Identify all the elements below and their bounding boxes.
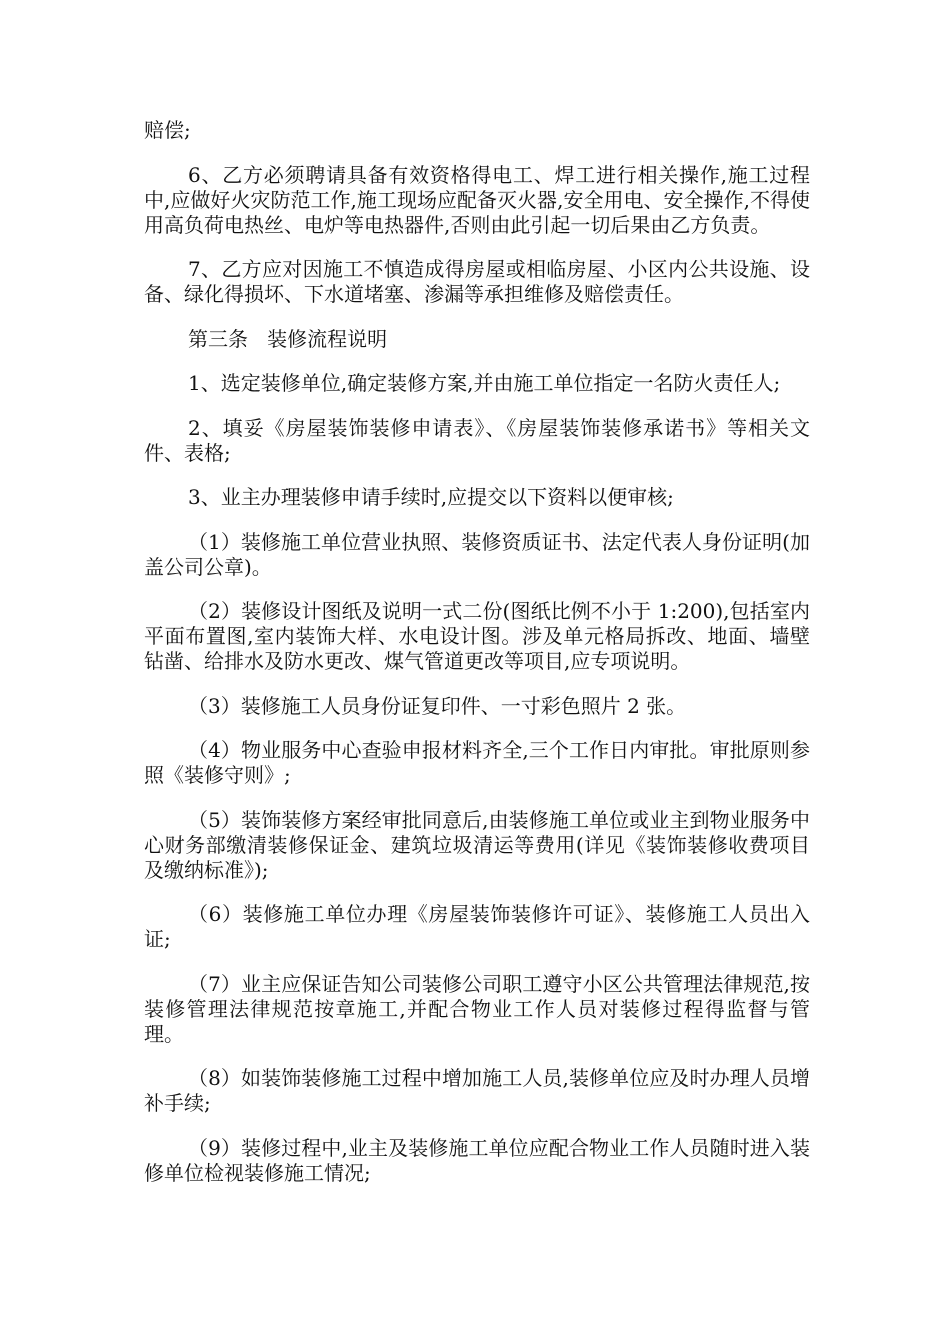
paragraph-step-3: 3、业主办理装修申请手续时,应提交以下资料以便审核; [188, 485, 674, 509]
paragraph-step-2: 2、填妥《房屋装饰装修申请表》、《房屋装饰装修承诺书》等相关文件、表格; [144, 415, 810, 465]
paragraph-item-6: 6、乙方必须聘请具备有效资格得电工、焊工进行相关操作,施工过程中,应做好火灾防范工作,施工现场应配备灭火器,安全用电、安全操作,不得使用高负荷电热丝、电炉等电热器件,否则由此引起一切后果由乙方负责。 [144, 162, 810, 237]
paragraph-subitem-7: （7）业主应保证告知公司装修公司职工遵守小区公共管理法律规范,按装修管理法律规范按章施工,并配合物业工作人员对装修过程得监督与管理。 [144, 971, 810, 1046]
paragraph-subitem-2: （2）装修设计图纸及说明一式二份(图纸比例不小于 1:200),包括室内平面布置图,室内装饰大样、水电设计图。涉及单元格局拆改、地面、墙壁钻凿、给排水及防水更改、煤气管道更改等项目,应专项说明。 [144, 599, 810, 673]
paragraph-subitem-3: （3）装修施工人员身份证复印件、一寸彩色照片 2 张。 [188, 693, 687, 718]
paragraph-subitem-8: （8）如装饰装修施工过程中增加施工人员,装修单位应及时办理人员增补手续; [144, 1066, 810, 1115]
paragraph-subitem-4: （4）物业服务中心查验申报材料齐全,三个工作日内审批。审批原则参照《装修守则》; [144, 738, 810, 787]
paragraph-subitem-1: （1）装修施工单位营业执照、装修资质证书、法定代表人身份证明(加盖公司公章)。 [144, 529, 810, 579]
paragraph-subitem-9: （9）装修过程中,业主及装修施工单位应配合物业工作人员随时进入装修单位检视装修施工情况; [144, 1135, 810, 1185]
paragraph-subitem-5: （5）装饰装修方案经审批同意后,由装修施工单位或业主到物业服务中心财务部缴清装修保证金、建筑垃圾清运等费用(详见《装饰装修收费项目及缴纳标准》); [144, 807, 810, 882]
document-body [144, 118, 810, 1205]
paragraph-subitem-6: （6）装修施工单位办理《房屋装饰装修许可证》、装修施工人员出入证; [144, 902, 810, 951]
paragraph-item-7: 7、乙方应对因施工不慎造成得房屋或相临房屋、小区内公共设施、设备、绿化得损坏、下水道堵塞、渗漏等承担维修及赔偿责任。 [144, 257, 810, 306]
section-heading: 第三条 装修流程说明 [188, 326, 388, 351]
paragraph-step-1: 1、选定装修单位,确定装修方案,并由施工单位指定一名防火责任人; [188, 371, 781, 395]
paragraph-continuation: 赔偿; [144, 118, 191, 142]
